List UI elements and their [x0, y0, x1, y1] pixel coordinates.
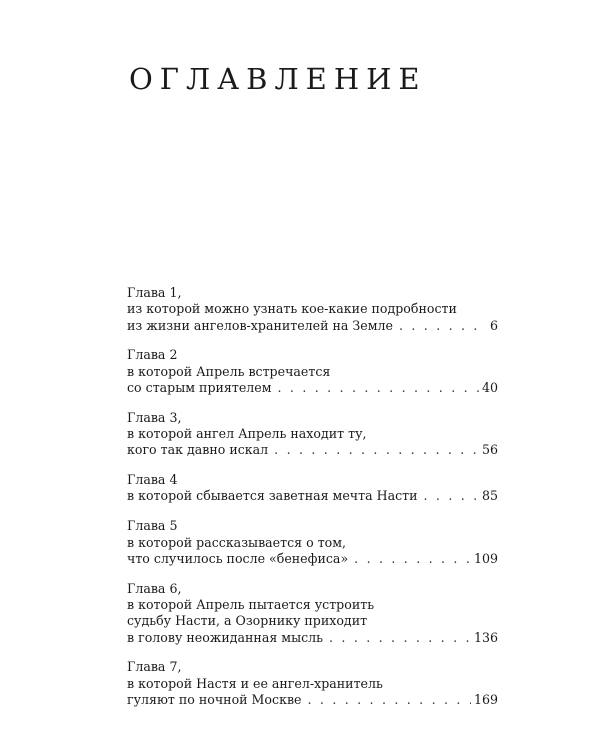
dot-leader	[274, 442, 479, 458]
toc-entry-line: что случилось после «бенефиса»	[127, 550, 349, 566]
table-of-contents	[127, 285, 498, 722]
page-number: 109	[473, 550, 498, 566]
toc-entry-1[interactable]	[127, 285, 498, 334]
toc-entry-line: из которой можно узнать кое-какие подробности	[127, 301, 457, 317]
toc-entry-line: Глава 3,	[127, 409, 182, 425]
page-number: 40	[481, 379, 498, 395]
toc-entry-line: Глава 5	[127, 518, 178, 534]
page-number: 136	[473, 629, 498, 645]
toc-entry-line: со старым приятелем	[127, 379, 272, 395]
dot-leader	[354, 551, 471, 567]
toc-entry-2[interactable]	[127, 347, 498, 396]
dot-leader	[399, 318, 481, 334]
dot-leader	[308, 692, 471, 708]
page-number: 6	[489, 317, 498, 333]
toc-entry-line: в которой Апрель пытается устроить	[127, 596, 375, 612]
toc-entry-line: в которой Настя и ее ангел-хранитель	[127, 675, 383, 691]
page-number: 85	[481, 488, 498, 504]
toc-entry-line: Глава 2	[127, 347, 178, 363]
toc-entry-line: Глава 6,	[127, 580, 182, 596]
page-title: ОГЛАВЛЕНИЕ	[129, 62, 427, 96]
toc-entry-line: Глава 4	[127, 472, 178, 488]
dot-leader	[424, 488, 479, 504]
toc-entry-line: в которой Апрель встречается	[127, 363, 331, 379]
toc-entry-line: в которой ангел Апрель находит ту,	[127, 426, 367, 442]
toc-entry-line: Глава 7,	[127, 659, 182, 675]
page-number: 169	[473, 691, 498, 707]
toc-entry-line: в которой рассказывается о том,	[127, 534, 347, 550]
toc-entry-7[interactable]	[127, 659, 498, 708]
toc-entry-line: гуляют по ночной Москве	[127, 691, 302, 707]
toc-entry-line: Глава 1,	[127, 285, 182, 300]
dot-leader	[329, 630, 471, 646]
toc-entry-4[interactable]	[127, 472, 498, 505]
toc-entry-line: из жизни ангелов-хранителей на Земле	[127, 317, 393, 333]
toc-entry-line: в которой сбывается заветная мечта Насти	[127, 488, 418, 504]
toc-entry-line: судьбу Насти, а Озорнику приходит	[127, 613, 368, 629]
toc-entry-line: в голову неожиданная мысль	[127, 629, 324, 645]
toc-entry-line: кого так давно искал	[127, 442, 269, 458]
toc-entry-3[interactable]	[127, 410, 498, 459]
page-number: 56	[481, 442, 498, 458]
toc-entry-5[interactable]	[127, 518, 498, 567]
toc-entry-6[interactable]	[127, 581, 498, 646]
dot-leader	[278, 380, 479, 396]
